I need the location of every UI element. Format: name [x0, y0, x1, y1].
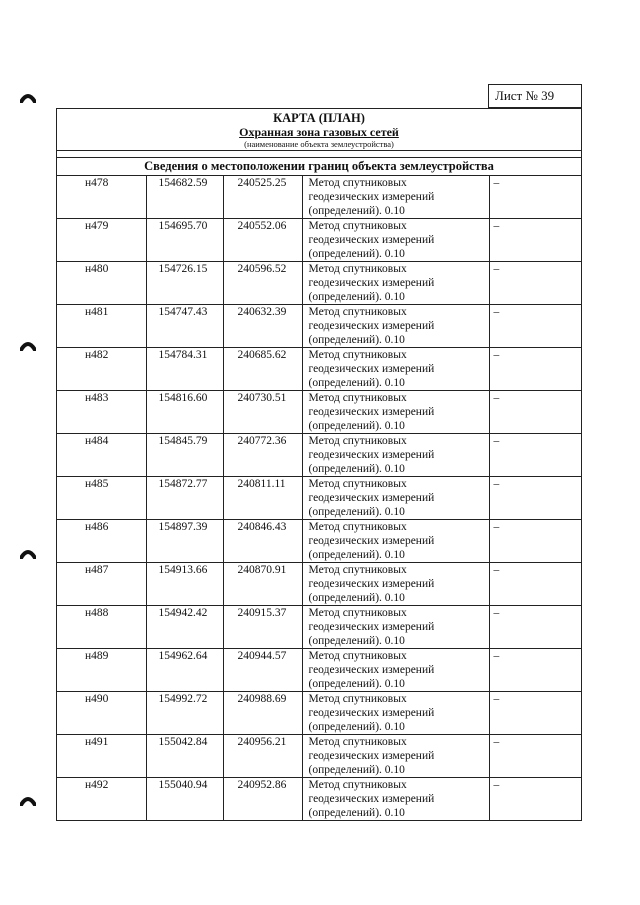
x-coordinate-cell: 154992.72: [146, 692, 223, 735]
point-cell: н482: [57, 348, 146, 391]
x-coordinate-cell: 154747.43: [146, 305, 223, 348]
y-coordinate-cell: 240685.62: [223, 348, 302, 391]
method-cell: [302, 434, 489, 477]
x-coordinate-cell: 154897.39: [146, 520, 223, 563]
method-line: (определений). 0.10: [308, 764, 405, 776]
method-line: (определений). 0.10: [308, 506, 405, 518]
description-cell: –: [489, 563, 581, 606]
method-cell: [302, 176, 489, 219]
title-block: [57, 109, 581, 150]
method-line: геодезических измерений: [308, 234, 435, 246]
description-cell: –: [489, 520, 581, 563]
object-name-caption: (наименование объекта землеустройства): [244, 139, 394, 149]
description-cell: –: [489, 219, 581, 262]
table-row: [57, 176, 581, 219]
y-coordinate-cell: 240596.52: [223, 262, 302, 305]
y-coordinate-cell: 240632.39: [223, 305, 302, 348]
method-line: (определений). 0.10: [308, 334, 405, 346]
method-line: Метод спутниковых: [308, 306, 407, 318]
method-line: (определений). 0.10: [308, 678, 405, 690]
y-coordinate-cell: 240552.06: [223, 219, 302, 262]
description-cell: –: [489, 391, 581, 434]
point-cell: н492: [57, 778, 146, 821]
punch-hole-mark-icon: [20, 795, 36, 806]
method-cell: [302, 391, 489, 434]
method-line: (определений). 0.10: [308, 635, 405, 647]
method-line: Метод спутниковых: [308, 650, 407, 662]
method-cell: [302, 262, 489, 305]
point-cell: н491: [57, 735, 146, 778]
method-line: (определений). 0.10: [308, 248, 405, 260]
y-coordinate-cell: 240846.43: [223, 520, 302, 563]
method-line: геодезических измерений: [308, 320, 435, 332]
x-coordinate-cell: 154845.79: [146, 434, 223, 477]
method-cell: [302, 477, 489, 520]
point-cell: н485: [57, 477, 146, 520]
method-line: геодезических измерений: [308, 664, 435, 676]
table-row: [57, 778, 581, 821]
method-line: Метод спутниковых: [308, 521, 407, 533]
section-title: Сведения о местоположении границ объекта землеустройства: [57, 157, 581, 176]
point-cell: н483: [57, 391, 146, 434]
divider: [57, 150, 581, 157]
method-cell: [302, 735, 489, 778]
page-title: КАРТА (ПЛАН): [273, 111, 365, 125]
y-coordinate-cell: 240525.25: [223, 176, 302, 219]
point-cell: н481: [57, 305, 146, 348]
y-coordinate-cell: 240730.51: [223, 391, 302, 434]
y-coordinate-cell: 240988.69: [223, 692, 302, 735]
description-cell: –: [489, 692, 581, 735]
method-line: Метод спутниковых: [308, 349, 407, 361]
y-coordinate-cell: 240772.36: [223, 434, 302, 477]
method-line: Метод спутниковых: [308, 736, 407, 748]
x-coordinate-cell: 154784.31: [146, 348, 223, 391]
method-line: геодезических измерений: [308, 492, 435, 504]
method-line: (определений). 0.10: [308, 420, 405, 432]
method-line: Метод спутниковых: [308, 779, 407, 791]
method-line: геодезических измерений: [308, 621, 435, 633]
method-cell: [302, 606, 489, 649]
method-line: (определений). 0.10: [308, 721, 405, 733]
table-row: [57, 563, 581, 606]
table-row: [57, 477, 581, 520]
table-row: [57, 348, 581, 391]
x-coordinate-cell: 155042.84: [146, 735, 223, 778]
x-coordinate-cell: 154962.64: [146, 649, 223, 692]
point-cell: н480: [57, 262, 146, 305]
y-coordinate-cell: 240944.57: [223, 649, 302, 692]
method-line: геодезических измерений: [308, 363, 435, 375]
description-cell: –: [489, 348, 581, 391]
method-line: геодезических измерений: [308, 406, 435, 418]
method-line: (определений). 0.10: [308, 807, 405, 819]
point-cell: н479: [57, 219, 146, 262]
table-row: [57, 262, 581, 305]
method-line: (определений). 0.10: [308, 291, 405, 303]
point-cell: н490: [57, 692, 146, 735]
table-row: [57, 735, 581, 778]
method-line: геодезических измерений: [308, 277, 435, 289]
point-cell: н486: [57, 520, 146, 563]
point-cell: н484: [57, 434, 146, 477]
coordinates-table-body: [57, 176, 581, 820]
description-cell: –: [489, 606, 581, 649]
x-coordinate-cell: 154872.77: [146, 477, 223, 520]
method-line: геодезических измерений: [308, 535, 435, 547]
point-cell: н487: [57, 563, 146, 606]
method-line: геодезических измерений: [308, 793, 435, 805]
description-cell: –: [489, 262, 581, 305]
description-cell: –: [489, 176, 581, 219]
x-coordinate-cell: 155040.94: [146, 778, 223, 821]
method-line: Метод спутниковых: [308, 564, 407, 576]
method-line: геодезических измерений: [308, 707, 435, 719]
method-line: (определений). 0.10: [308, 549, 405, 561]
table-row: [57, 649, 581, 692]
table-row: [57, 391, 581, 434]
method-line: Метод спутниковых: [308, 177, 407, 189]
method-line: (определений). 0.10: [308, 592, 405, 604]
y-coordinate-cell: 240952.86: [223, 778, 302, 821]
method-cell: [302, 563, 489, 606]
description-cell: –: [489, 649, 581, 692]
y-coordinate-cell: 240811.11: [223, 477, 302, 520]
method-line: геодезических измерений: [308, 449, 435, 461]
table-row: [57, 520, 581, 563]
description-cell: –: [489, 434, 581, 477]
method-line: Метод спутниковых: [308, 392, 407, 404]
x-coordinate-cell: 154695.70: [146, 219, 223, 262]
description-cell: –: [489, 778, 581, 821]
method-cell: [302, 348, 489, 391]
method-line: геодезических измерений: [308, 750, 435, 762]
method-line: Метод спутниковых: [308, 435, 407, 447]
method-line: Метод спутниковых: [308, 220, 407, 232]
method-cell: [302, 692, 489, 735]
table-row: [57, 219, 581, 262]
x-coordinate-cell: 154942.42: [146, 606, 223, 649]
x-coordinate-cell: 154726.15: [146, 262, 223, 305]
document-frame: [56, 108, 582, 821]
method-cell: [302, 778, 489, 821]
x-coordinate-cell: 154816.60: [146, 391, 223, 434]
y-coordinate-cell: 240915.37: [223, 606, 302, 649]
punch-hole-mark-icon: [20, 340, 36, 351]
table-row: [57, 692, 581, 735]
table-row: [57, 305, 581, 348]
sheet-number: Лист № 39: [488, 84, 582, 108]
method-line: Метод спутниковых: [308, 693, 407, 705]
method-line: (определений). 0.10: [308, 463, 405, 475]
method-line: Метод спутниковых: [308, 478, 407, 490]
x-coordinate-cell: 154913.66: [146, 563, 223, 606]
punch-hole-mark-icon: [20, 548, 36, 559]
description-cell: –: [489, 735, 581, 778]
point-cell: н478: [85, 177, 109, 189]
y-coordinate-cell: 240956.21: [223, 735, 302, 778]
coordinates-table: [57, 176, 581, 820]
method-line: геодезических измерений: [308, 191, 435, 203]
method-line: Метод спутниковых: [308, 263, 407, 275]
method-cell: [302, 219, 489, 262]
table-row: [57, 606, 581, 649]
description-cell: –: [489, 477, 581, 520]
method-cell: [302, 520, 489, 563]
point-cell: н488: [57, 606, 146, 649]
x-coordinate-cell: 154682.59: [146, 176, 223, 219]
method-cell: [302, 305, 489, 348]
punch-hole-mark-icon: [20, 92, 36, 103]
object-name: Охранная зона газовых сетей: [239, 125, 399, 139]
description-cell: –: [489, 305, 581, 348]
method-line: (определений). 0.10: [308, 205, 405, 217]
method-cell: [302, 649, 489, 692]
method-line: (определений). 0.10: [308, 377, 405, 389]
method-line: геодезических измерений: [308, 578, 435, 590]
method-line: Метод спутниковых: [308, 607, 407, 619]
table-row: [57, 434, 581, 477]
y-coordinate-cell: 240870.91: [223, 563, 302, 606]
point-cell: н489: [57, 649, 146, 692]
